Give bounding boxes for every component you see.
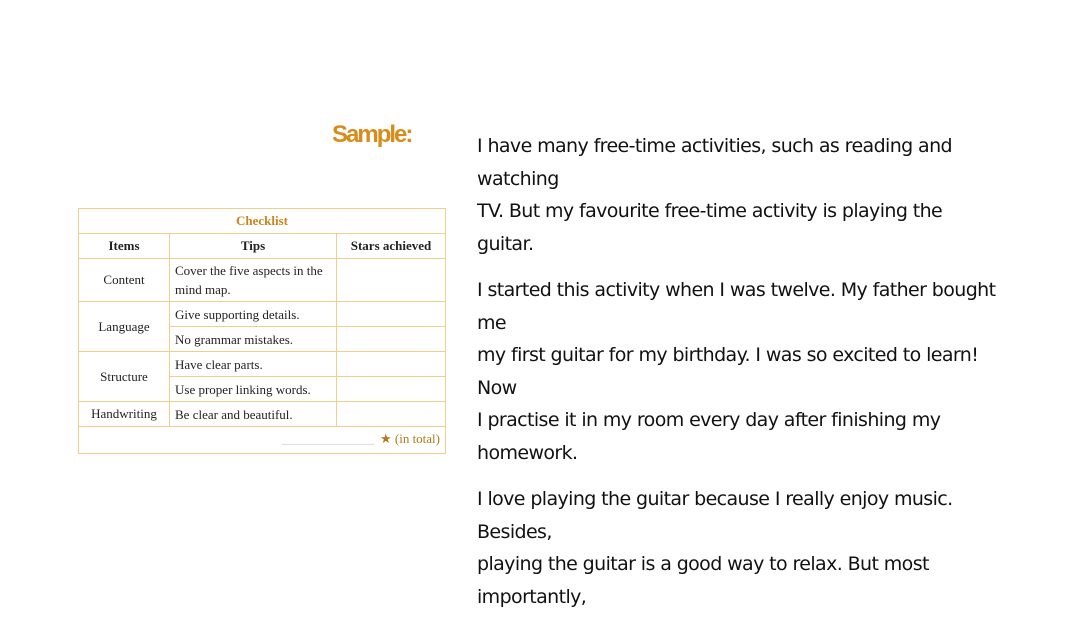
total-label: ★ (in total) [379, 431, 440, 447]
essay-line: TV. But my favourite free-time activity is playing the [477, 200, 943, 222]
header-items: Items [79, 234, 170, 259]
tip-structure-1: Have clear parts. [170, 352, 337, 377]
stars-cell [337, 377, 446, 402]
table-row [79, 259, 446, 302]
stars-cell [337, 352, 446, 377]
tip-content: Cover the five aspects in the mind map. [170, 259, 337, 302]
essay-line: guitar. [477, 232, 534, 255]
sample-essay [477, 130, 1017, 627]
item-handwriting: Handwriting [79, 402, 170, 427]
stars-cell [337, 402, 446, 427]
essay-line: I practise it in my room every day after finishing my [477, 409, 941, 431]
item-language: Language [79, 302, 170, 352]
essay-line: homework. [477, 441, 578, 464]
stars-cell [337, 259, 446, 302]
header-tips: Tips [170, 234, 337, 259]
tip-structure-2: Use proper linking words. [170, 377, 337, 402]
essay-line: watching [477, 167, 559, 190]
header-stars: Stars achieved [337, 234, 446, 259]
essay-line: playing the guitar is a good way to relax. But most [477, 553, 929, 575]
tip-handwriting: Be clear and beautiful. [170, 402, 337, 427]
sample-heading: Sample: [332, 121, 412, 148]
item-content: Content [79, 259, 170, 302]
tip-language-1: Give supporting details. [170, 302, 337, 327]
table-row [79, 302, 446, 327]
essay-paragraph-1 [477, 130, 1017, 260]
checklist-title: Checklist [79, 209, 446, 234]
item-structure: Structure [79, 352, 170, 402]
essay-paragraph-2 [477, 274, 1017, 469]
total-blank [282, 434, 374, 445]
essay-line: Besides, [477, 520, 552, 543]
essay-line: I started this activity when I was twelve. My father bought [477, 279, 996, 301]
table-row [79, 352, 446, 377]
table-row [79, 402, 446, 427]
essay-paragraph-3 [477, 483, 1017, 613]
total-row [79, 427, 446, 454]
essay-line: Now [477, 376, 517, 399]
stars-cell [337, 302, 446, 327]
stars-cell [337, 327, 446, 352]
essay-line: I have many free-time activities, such as reading and [477, 135, 953, 157]
checklist-table [78, 208, 446, 454]
essay-line: my first guitar for my birthday. I was so excited to learn! [477, 344, 979, 366]
essay-line: me [477, 311, 506, 334]
total-stars [282, 431, 440, 447]
essay-line: importantly, [477, 585, 587, 608]
tip-language-2: No grammar mistakes. [170, 327, 337, 352]
essay-line: I love playing the guitar because I really enjoy music. [477, 488, 953, 510]
